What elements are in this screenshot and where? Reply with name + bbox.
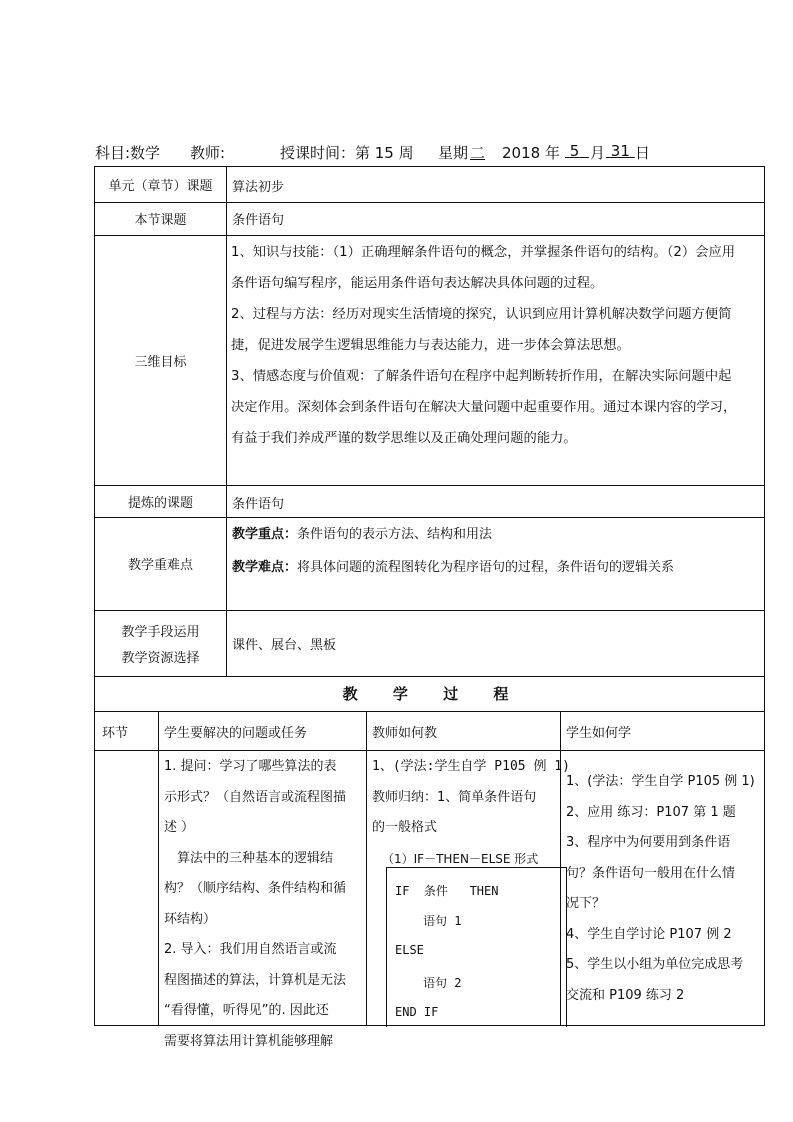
task-line: 程图描述的算法，计算机是无法 <box>164 972 347 988</box>
unit-value: 算法初步 <box>232 180 285 195</box>
keypoint-key: 教学重点：条件语句的表示方法、结构和用法 <box>232 527 493 542</box>
subject-label: 科目:数学 <box>95 144 161 162</box>
process-title: 教 学 过 程 <box>342 685 517 703</box>
unit-label: 单元（章节）课题 <box>108 179 213 194</box>
day-suffix: 日 <box>635 144 651 162</box>
means-label: 教学手段运用 教学资源选择 <box>121 625 200 666</box>
teacher-line: 教师归纳：1、简单条件语句 <box>372 789 537 805</box>
goals-text <box>231 237 763 454</box>
student-line: 2、应用 练习：P107 第 1 题 <box>566 804 736 820</box>
keypoints-label: 教学重难点 <box>127 558 193 573</box>
teacher-line: 1、(学法:学生自学 P105 例 1) <box>372 759 570 774</box>
student-line: 1、(学法：学生自学 P105 例 1) <box>566 774 755 789</box>
weekday-value: 二 <box>470 144 486 162</box>
task-line: 1. 提问：学习了哪些算法的表 <box>164 759 337 774</box>
task-line: 示形式？（自然语言或流程图描 <box>164 789 347 805</box>
goals-label: 三维目标 <box>134 354 187 370</box>
header-line <box>95 140 745 164</box>
teacher-line: 的一般格式 <box>372 820 438 835</box>
student-line: 5、学生以小组为单位完成思考 <box>566 957 744 972</box>
month-value: 5 <box>569 142 580 160</box>
task-line: 2. 导入：我们用自然语言或流 <box>164 942 337 957</box>
goals-line: 1、知识与技能：（1）正确理解条件语句的概念，并掌握条件语句的结构。（2）会应用 <box>231 245 736 260</box>
task-line: 述 ） <box>164 820 195 835</box>
lesson-label: 本节课题 <box>134 213 187 228</box>
student-list <box>566 767 762 1011</box>
goals-line: 决定作用。深刻体会到条件语句在解决大量问题中起重要作用。通过本课内容的学习， <box>231 400 737 415</box>
col-header-student: 学生如何学 <box>566 726 632 741</box>
lesson-value: 条件语句 <box>232 213 285 228</box>
task-line: “看得懂，听得见”的. 因此还 <box>164 1003 329 1018</box>
col-header-tasks: 学生要解决的问题或任务 <box>164 726 308 741</box>
refined-value: 条件语句 <box>232 497 285 512</box>
tasks-list <box>164 752 364 1057</box>
goals-line: 捷，促进发展学生逻辑思维能力与表达能力，进一步体会算法思想。 <box>231 338 630 353</box>
task-line: 需要将算法用计算机能够理解 <box>164 1033 334 1049</box>
student-line: 3、程序中为何要用到条件语 <box>566 835 731 850</box>
year-value: 2018 年 <box>502 144 560 162</box>
month-suffix: 月 <box>590 144 606 162</box>
goals-line: 3、情感态度与价值观：了解条件语句在程序中起判断转折作用，在解决实际问题中起 <box>231 369 732 384</box>
code-box <box>386 867 567 1027</box>
code-line: END IF <box>395 1005 439 1019</box>
keypoint-difficulty: 教学难点：将具体问题的流程图转化为程序语句的过程，条件语句的逻辑关系 <box>232 560 675 575</box>
student-line: 交流和 P109 练习 2 <box>566 987 685 1003</box>
code-line: ELSE <box>395 943 424 957</box>
day-value: 31 <box>610 142 630 160</box>
weekday-prefix: 星期 <box>438 144 469 162</box>
lesson-plan-table <box>94 166 765 1049</box>
task-line: 算法中的三种基本的逻辑结 <box>177 850 334 866</box>
code-line: IF 条件 THEN <box>395 884 499 898</box>
student-line: 4、学生自学讨论 P107 例 2 <box>566 926 732 942</box>
col-header-stage: 环节 <box>102 726 129 741</box>
task-line: 构？（顺序结构、条件结构和循 <box>164 881 347 896</box>
task-line: 环结构） <box>164 911 217 927</box>
refined-label: 提炼的课题 <box>127 495 193 511</box>
goals-line: 2、过程与方法：经历对现实生活情境的探究，认识到应用计算机解决数学问题方便简 <box>231 307 732 322</box>
student-line: 句？条件语句一般用在什么情 <box>566 865 736 881</box>
teacher-text <box>372 752 570 874</box>
goals-line: 条件语句编写程序，能运用条件语句表达解决具体问题的过程。 <box>231 276 604 291</box>
teacher-label: 教师: <box>190 144 226 162</box>
code-line: 语句 1 <box>423 914 462 928</box>
col-header-teacher: 教师如何教 <box>372 726 438 741</box>
means-value: 课件、展台、黑板 <box>232 638 337 653</box>
goals-line: 有益于我们养成严谨的数学思维以及正确处理问题的能力。 <box>231 431 577 446</box>
teacher-format: （1）IF－THEN－ELSE 形式 <box>382 851 539 866</box>
student-line: 况下？ <box>566 896 606 911</box>
lesson-time: 授课时间：第 15 周 <box>280 144 414 162</box>
code-line: 语句 2 <box>423 976 462 990</box>
